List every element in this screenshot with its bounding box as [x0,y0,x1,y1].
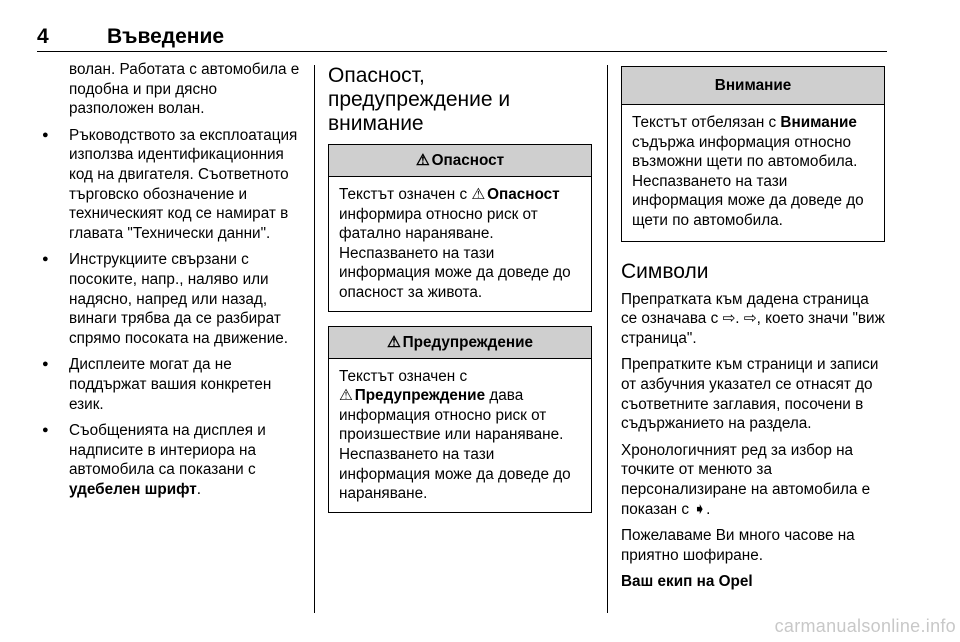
paragraph [621,441,885,519]
warning-triangle-icon: ⚠ [386,333,401,351]
list-item: ● Инструкциите свързани с посоките, напр., наляво или надясно, напред или назад, винаги трябва да се разбират спрямо посоката на движение. [40,250,302,348]
heading-line: Опасност, [328,64,425,87]
list-item-suffix: . [196,480,202,498]
warning-box [328,326,592,513]
warning-triangle-icon: ⚠ [339,387,353,405]
list-item: ● Дисплеите могат да не поддържат вашия конкретен език. [40,355,302,414]
paragraph-suffix: . [706,500,711,518]
paragraph: Препратките към страници и записи от азбучния указател се отнасят до съответните заглавия, посочени в съдържанието на раздела. [621,356,879,433]
column-left [40,60,302,499]
caution-text: съдържа информация относно възможни щети по автомобила. Неспазването на тази информация може да доведе до щети по автомобила. [632,133,864,229]
warning-text-prefix: Текстът означен с [339,367,468,385]
symbols-heading: Символи [621,259,709,283]
column-middle [328,64,592,513]
caution-text-prefix: Текстът отбелязан с [632,114,777,131]
symbols-text-rest: което значи "виж страница". [621,310,885,347]
warning-box-header [329,327,591,359]
page-header [37,22,887,52]
caution-title: Внимание [714,77,792,94]
list-item-text: Съобщенията на дисплея и надписите в интериора на автомобила са показани с [69,422,266,479]
paragraph: Пожелаваме Ви много часове на приятно шофиране. [621,527,855,564]
symbols-text: Препратката към дадена страница се означава с [621,290,869,328]
danger-box-body [329,177,591,311]
heading-line: предупреждение и [328,88,511,111]
page-reference-icon: ⇨ [743,310,757,328]
section-heading [328,64,592,136]
list-item [40,421,302,499]
menu-sequence-icon: ➧ [693,500,707,518]
intro-paragraph: волан. Работата с автомобила е подобна и при дясно разположен волан. [69,61,300,118]
danger-bold-text: Опасност [487,186,560,203]
warning-bold-text: Предупреждение [354,387,486,405]
watermark: carmanualsonline.info [774,616,956,636]
warning-title: Предупреждение [402,333,534,351]
danger-box [328,144,592,312]
danger-text: информира относно риск от фатално нараняване. Неспазването на тази информация може да доведе до опасност за живота. [339,205,571,301]
page-reference-icon: ⇨ [722,310,736,328]
danger-box-header [329,145,591,177]
caution-box-body [622,105,884,241]
paragraph-text: Хронологичният ред за избор на точките от менюто за персонализиране на автомобила е показан с [621,441,871,518]
signature: Ваш екип на Opel [621,573,753,591]
chapter-title: Въведение [107,25,225,48]
column-divider [314,65,315,613]
danger-text-prefix: Текстът означен с [339,186,468,203]
symbols-paragraph: Препратката към дадена страница се означава с ⇨. ⇨, което значи "виж страница". [621,290,885,347]
page-number: 4 [37,25,49,48]
warning-triangle-icon: ⚠ [415,152,430,169]
bold-text: удебелен шрифт [69,480,197,498]
bullet-list [40,126,302,500]
warning-box-body [329,359,591,512]
column-divider [607,65,608,613]
list-item: ● Ръководството за експлоатация използва идентификационния код на двигателя. Съответното търговско обозначение и техническият код се намират в главата "Технически данни". [40,126,302,244]
caution-box [621,66,885,242]
warning-triangle-icon: ⚠ [471,186,486,203]
heading-line: внимание [328,112,424,135]
warning-text: дава информация относно риск от произшествие или нараняване. Неспазването на тази информация може да доведе до нараняване. [339,387,571,503]
danger-title: Опасност [431,152,505,169]
caution-box-header [622,67,884,105]
caution-bold-text: Внимание [780,114,857,131]
column-right [621,66,885,599]
